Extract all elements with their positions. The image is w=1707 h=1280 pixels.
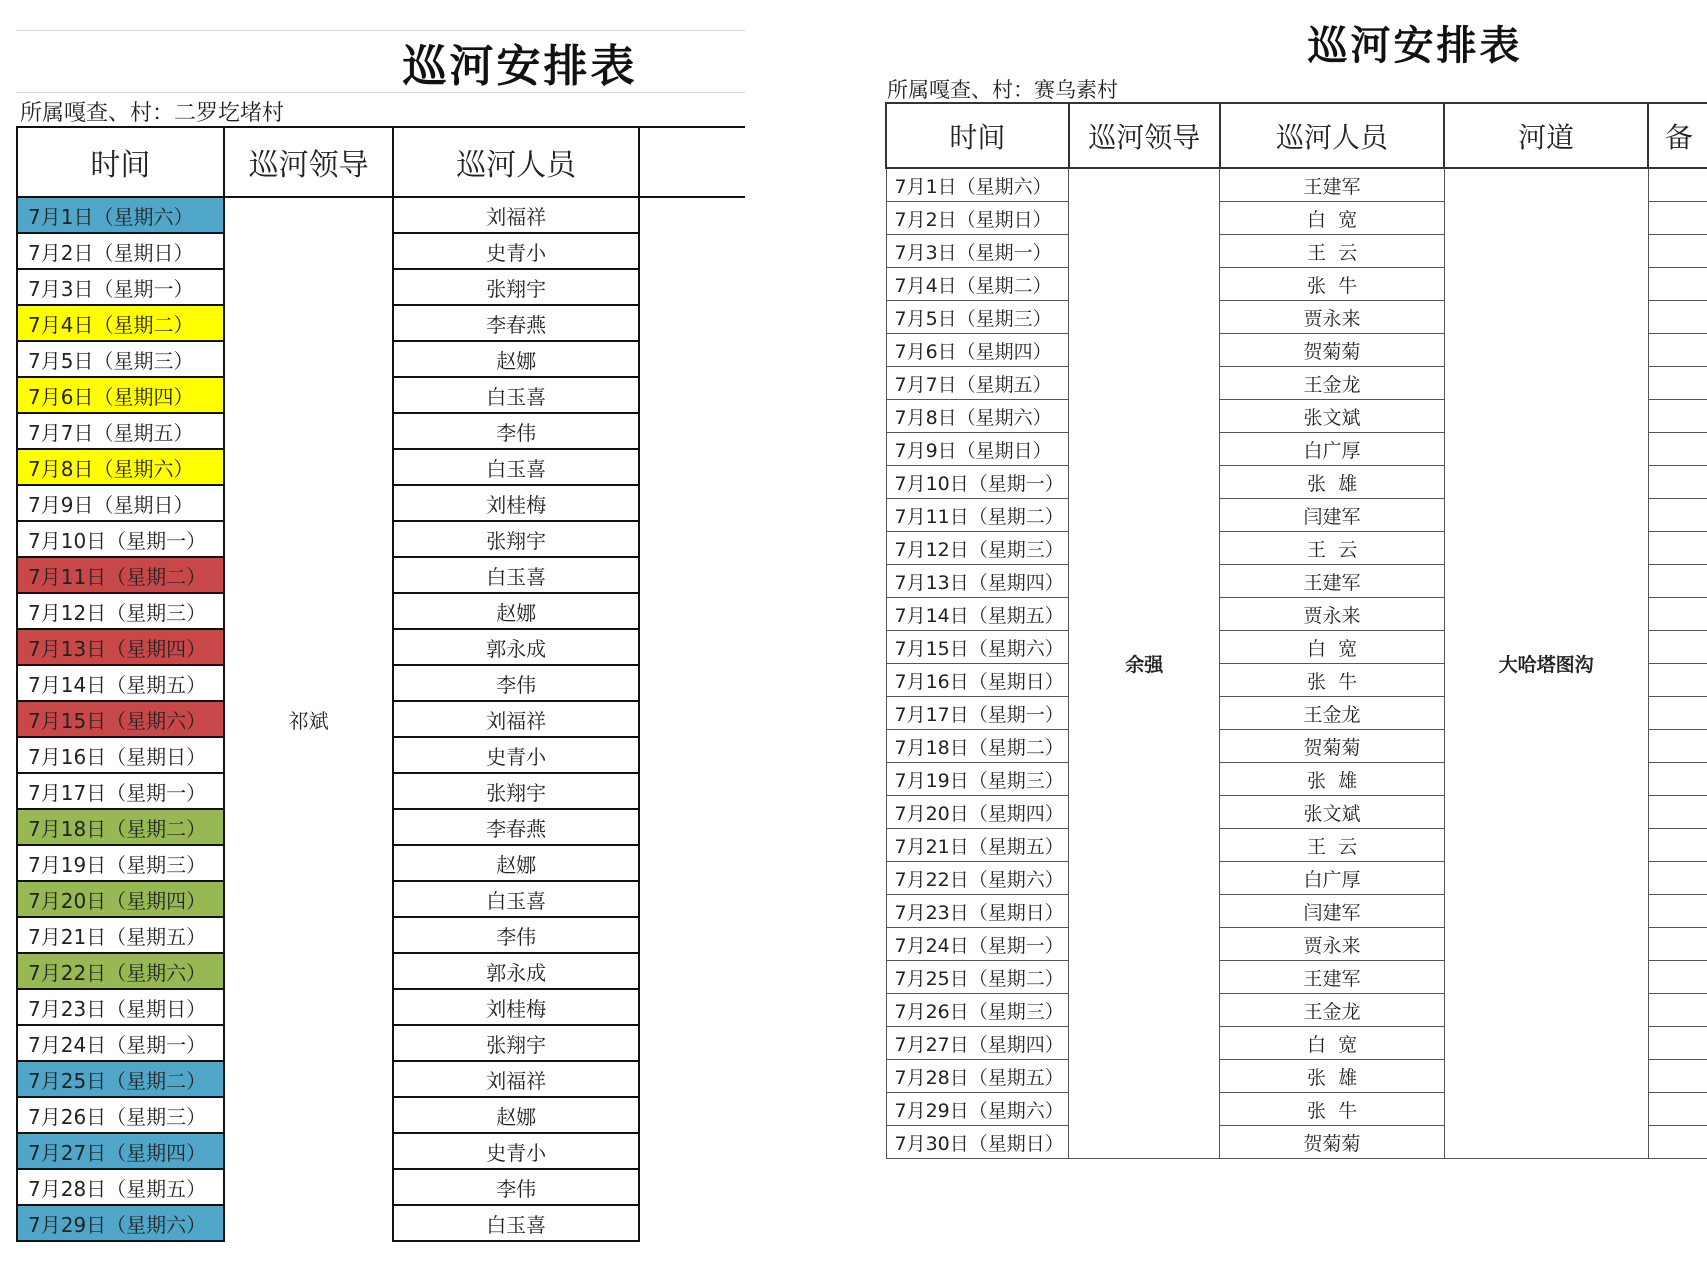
leader-cell: 余强 [1069, 168, 1220, 1159]
personnel-cell: 王建军 [1220, 961, 1445, 994]
personnel-cell: 王 云 [1220, 532, 1445, 565]
date-cell: 7月15日（星期六） [886, 631, 1069, 664]
remarks-cell [1648, 796, 1707, 829]
right-schedule-sheet [885, 0, 1707, 1280]
date-cell: 7月11日（星期二） [886, 499, 1069, 532]
header-extra [639, 127, 745, 197]
date-cell: 7月13日（星期四） [17, 629, 224, 665]
personnel-cell: 王金龙 [1220, 697, 1445, 730]
remarks-cell [1648, 235, 1707, 268]
empty-cell [639, 1133, 745, 1169]
remarks-cell [1648, 829, 1707, 862]
personnel-cell: 赵娜 [393, 845, 639, 881]
date-cell: 7月10日（星期一） [17, 521, 224, 557]
date-cell: 7月20日（星期四） [886, 796, 1069, 829]
date-cell: 7月28日（星期五） [17, 1169, 224, 1205]
sheet-title: 巡河安排表 [1307, 23, 1523, 69]
date-cell: 7月15日（星期六） [17, 701, 224, 737]
personnel-cell: 白玉喜 [393, 1205, 639, 1241]
personnel-cell: 贾永来 [1220, 301, 1445, 334]
personnel-cell: 李伟 [393, 665, 639, 701]
personnel-cell: 张文斌 [1220, 400, 1445, 433]
date-cell: 7月25日（星期二） [17, 1061, 224, 1097]
empty-cell [639, 701, 745, 737]
header-time: 时间 [17, 127, 224, 197]
empty-cell [639, 989, 745, 1025]
empty-cell [639, 233, 745, 269]
date-cell: 7月27日（星期四） [886, 1027, 1069, 1060]
date-cell: 7月5日（星期三） [17, 341, 224, 377]
personnel-cell: 李春燕 [393, 809, 639, 845]
remarks-cell [1648, 532, 1707, 565]
personnel-cell: 张翔宇 [393, 269, 639, 305]
personnel-cell: 张 牛 [1220, 664, 1445, 697]
personnel-cell: 刘桂梅 [393, 485, 639, 521]
left-schedule-table [16, 126, 745, 1242]
date-cell: 7月9日（星期日） [17, 485, 224, 521]
village-line: 所属嘎查、村：赛乌素村 [887, 78, 1118, 102]
personnel-cell: 史青小 [393, 737, 639, 773]
header-remarks: 备 [1648, 103, 1707, 168]
remarks-cell [1648, 730, 1707, 763]
sheet-title: 巡河安排表 [402, 41, 638, 92]
remarks-cell [1648, 1060, 1707, 1093]
date-cell: 7月25日（星期二） [886, 961, 1069, 994]
date-cell: 7月19日（星期三） [17, 845, 224, 881]
personnel-cell: 赵娜 [393, 593, 639, 629]
date-cell: 7月4日（星期二） [886, 268, 1069, 301]
empty-cell [639, 629, 745, 665]
personnel-cell: 白 宽 [1220, 202, 1445, 235]
personnel-cell: 郭永成 [393, 629, 639, 665]
personnel-cell: 李春燕 [393, 305, 639, 341]
personnel-cell: 贾永来 [1220, 598, 1445, 631]
date-cell: 7月14日（星期五） [17, 665, 224, 701]
date-cell: 7月3日（星期一） [886, 235, 1069, 268]
personnel-cell: 王 云 [1220, 829, 1445, 862]
remarks-cell [1648, 400, 1707, 433]
leader-cell: 祁斌 [224, 197, 394, 1241]
personnel-cell: 张 牛 [1220, 1093, 1445, 1126]
personnel-cell: 郭永成 [393, 953, 639, 989]
date-cell: 7月27日（星期四） [17, 1133, 224, 1169]
empty-cell [639, 845, 745, 881]
date-cell: 7月16日（星期日） [886, 664, 1069, 697]
header-row [886, 103, 1707, 168]
date-cell: 7月24日（星期一） [17, 1025, 224, 1061]
river-cell: 大哈塔图沟 [1444, 168, 1648, 1159]
date-cell: 7月29日（星期六） [17, 1205, 224, 1241]
date-cell: 7月21日（星期五） [886, 829, 1069, 862]
empty-cell [639, 485, 745, 521]
remarks-cell [1648, 433, 1707, 466]
remarks-cell [1648, 763, 1707, 796]
personnel-cell: 张翔宇 [393, 1025, 639, 1061]
header-row [17, 127, 745, 197]
date-cell: 7月29日（星期六） [886, 1093, 1069, 1126]
table-row [17, 197, 745, 233]
personnel-cell: 赵娜 [393, 341, 639, 377]
empty-cell [639, 197, 745, 233]
personnel-cell: 刘桂梅 [393, 989, 639, 1025]
header-leader: 巡河领导 [224, 127, 394, 197]
remarks-cell [1648, 268, 1707, 301]
date-cell: 7月13日（星期四） [886, 565, 1069, 598]
date-cell: 7月10日（星期一） [886, 466, 1069, 499]
empty-cell [639, 449, 745, 485]
remarks-cell [1648, 961, 1707, 994]
personnel-cell: 王建军 [1220, 565, 1445, 598]
date-cell: 7月20日（星期四） [17, 881, 224, 917]
remarks-cell [1648, 631, 1707, 664]
date-cell: 7月21日（星期五） [17, 917, 224, 953]
date-cell: 7月9日（星期日） [886, 433, 1069, 466]
date-cell: 7月6日（星期四） [886, 334, 1069, 367]
remarks-cell [1648, 565, 1707, 598]
empty-cell [639, 917, 745, 953]
date-cell: 7月8日（星期六） [17, 449, 224, 485]
date-cell: 7月23日（星期日） [886, 895, 1069, 928]
personnel-cell: 张 雄 [1220, 466, 1445, 499]
header-leader: 巡河领导 [1069, 103, 1220, 168]
remarks-cell [1648, 1093, 1707, 1126]
empty-cell [639, 1061, 745, 1097]
empty-cell [639, 1205, 745, 1241]
date-cell: 7月17日（星期一） [886, 697, 1069, 730]
personnel-cell: 王建军 [1220, 168, 1445, 202]
date-cell: 7月14日（星期五） [886, 598, 1069, 631]
empty-cell [639, 881, 745, 917]
empty-cell [639, 1025, 745, 1061]
personnel-cell: 李伟 [393, 413, 639, 449]
remarks-cell [1648, 664, 1707, 697]
date-cell: 7月7日（星期五） [17, 413, 224, 449]
personnel-cell: 白 宽 [1220, 1027, 1445, 1060]
header-personnel: 巡河人员 [393, 127, 639, 197]
remarks-cell [1648, 598, 1707, 631]
date-cell: 7月6日（星期四） [17, 377, 224, 413]
empty-cell [639, 377, 745, 413]
date-cell: 7月19日（星期三） [886, 763, 1069, 796]
personnel-cell: 白广厚 [1220, 433, 1445, 466]
remarks-cell [1648, 994, 1707, 1027]
date-cell: 7月8日（星期六） [886, 400, 1069, 433]
personnel-cell: 白 宽 [1220, 631, 1445, 664]
personnel-cell: 张翔宇 [393, 521, 639, 557]
empty-cell [639, 305, 745, 341]
remarks-cell [1648, 334, 1707, 367]
personnel-cell: 王金龙 [1220, 994, 1445, 1027]
personnel-cell: 刘福祥 [393, 701, 639, 737]
header-time: 时间 [886, 103, 1069, 168]
date-cell: 7月23日（星期日） [17, 989, 224, 1025]
date-cell: 7月11日（星期二） [17, 557, 224, 593]
header-personnel: 巡河人员 [1220, 103, 1445, 168]
date-cell: 7月4日（星期二） [17, 305, 224, 341]
personnel-cell: 刘福祥 [393, 1061, 639, 1097]
date-cell: 7月1日（星期六） [886, 168, 1069, 202]
personnel-cell: 张 雄 [1220, 763, 1445, 796]
personnel-cell: 闫建军 [1220, 499, 1445, 532]
remarks-cell [1648, 1027, 1707, 1060]
remarks-cell [1648, 466, 1707, 499]
date-cell: 7月2日（星期日） [886, 202, 1069, 235]
personnel-cell: 史青小 [393, 233, 639, 269]
personnel-cell: 白玉喜 [393, 377, 639, 413]
personnel-cell: 张文斌 [1220, 796, 1445, 829]
date-cell: 7月12日（星期三） [886, 532, 1069, 565]
personnel-cell: 白玉喜 [393, 881, 639, 917]
empty-cell [639, 413, 745, 449]
date-cell: 7月1日（星期六） [17, 197, 224, 233]
remarks-cell [1648, 697, 1707, 730]
personnel-cell: 史青小 [393, 1133, 639, 1169]
empty-cell [639, 953, 745, 989]
personnel-cell: 李伟 [393, 1169, 639, 1205]
remarks-cell [1648, 499, 1707, 532]
personnel-cell: 李伟 [393, 917, 639, 953]
personnel-cell: 贺菊菊 [1220, 334, 1445, 367]
empty-cell [639, 1097, 745, 1133]
personnel-cell: 闫建军 [1220, 895, 1445, 928]
date-cell: 7月16日（星期日） [17, 737, 224, 773]
personnel-cell: 张翔宇 [393, 773, 639, 809]
empty-cell [639, 341, 745, 377]
remarks-cell [1648, 168, 1707, 202]
personnel-cell: 贺菊菊 [1220, 730, 1445, 763]
remarks-cell [1648, 862, 1707, 895]
date-cell: 7月3日（星期一） [17, 269, 224, 305]
empty-cell [639, 521, 745, 557]
empty-cell [639, 809, 745, 845]
remarks-cell [1648, 301, 1707, 334]
remarks-cell [1648, 367, 1707, 400]
personnel-cell: 张 牛 [1220, 268, 1445, 301]
empty-cell [639, 1169, 745, 1205]
date-cell: 7月24日（星期一） [886, 928, 1069, 961]
title-divider [16, 92, 745, 93]
left-schedule-sheet [0, 0, 745, 1280]
empty-cell [639, 269, 745, 305]
personnel-cell: 白广厚 [1220, 862, 1445, 895]
personnel-cell: 白玉喜 [393, 449, 639, 485]
empty-cell [639, 557, 745, 593]
date-cell: 7月2日（星期日） [17, 233, 224, 269]
personnel-cell: 王金龙 [1220, 367, 1445, 400]
date-cell: 7月18日（星期二） [886, 730, 1069, 763]
personnel-cell: 刘福祥 [393, 197, 639, 233]
date-cell: 7月28日（星期五） [886, 1060, 1069, 1093]
personnel-cell: 张 雄 [1220, 1060, 1445, 1093]
empty-cell [639, 773, 745, 809]
remarks-cell [1648, 895, 1707, 928]
personnel-cell: 赵娜 [393, 1097, 639, 1133]
empty-cell [639, 665, 745, 701]
date-cell: 7月18日（星期二） [17, 809, 224, 845]
empty-cell [639, 593, 745, 629]
remarks-cell [1648, 1126, 1707, 1159]
date-cell: 7月12日（星期三） [17, 593, 224, 629]
village-line: 所属嘎查、村：二罗圪堵村 [20, 101, 285, 126]
date-cell: 7月22日（星期六） [886, 862, 1069, 895]
date-cell: 7月17日（星期一） [17, 773, 224, 809]
table-row [886, 168, 1707, 202]
date-cell: 7月26日（星期三） [17, 1097, 224, 1133]
remarks-cell [1648, 928, 1707, 961]
personnel-cell: 白玉喜 [393, 557, 639, 593]
personnel-cell: 贺菊菊 [1220, 1126, 1445, 1159]
empty-cell [639, 737, 745, 773]
date-cell: 7月7日（星期五） [886, 367, 1069, 400]
personnel-cell: 贾永来 [1220, 928, 1445, 961]
remarks-cell [1648, 202, 1707, 235]
date-cell: 7月22日（星期六） [17, 953, 224, 989]
date-cell: 7月26日（星期三） [886, 994, 1069, 1027]
date-cell: 7月30日（星期日） [886, 1126, 1069, 1159]
personnel-cell: 王 云 [1220, 235, 1445, 268]
right-schedule-table [885, 102, 1707, 1159]
header-river: 河道 [1444, 103, 1648, 168]
date-cell: 7月5日（星期三） [886, 301, 1069, 334]
